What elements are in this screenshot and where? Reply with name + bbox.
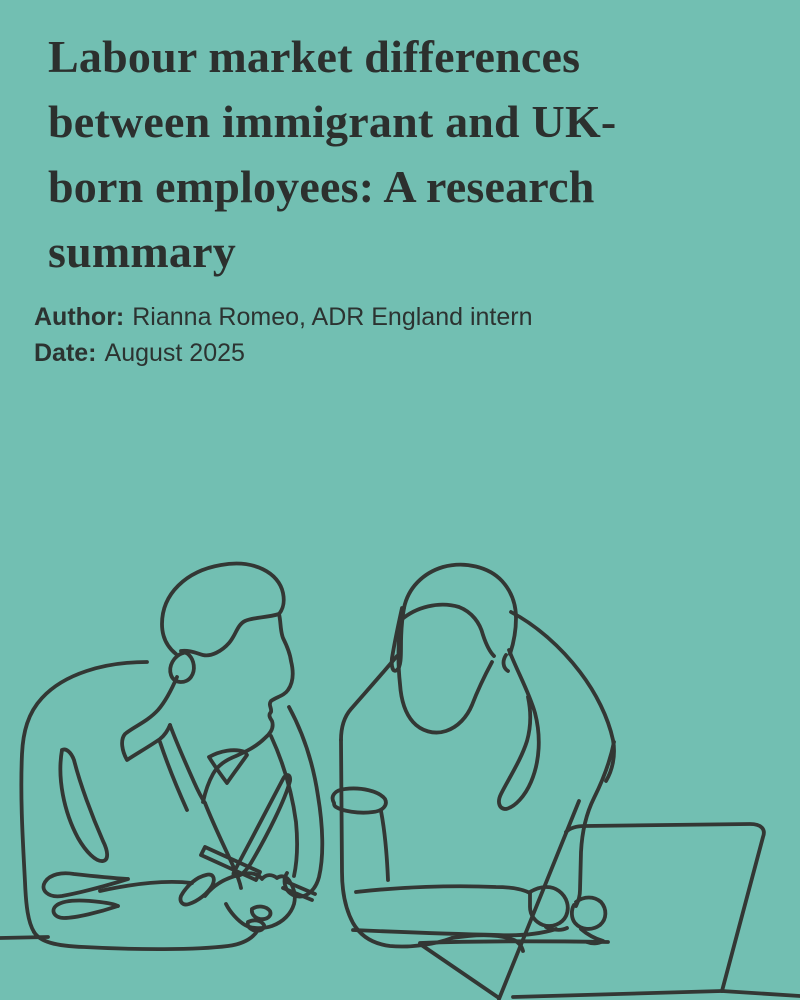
author-line bbox=[34, 299, 532, 335]
man-thumb bbox=[180, 875, 213, 905]
woman-hairline bbox=[401, 605, 494, 656]
date-line bbox=[34, 335, 532, 371]
pen bbox=[233, 775, 290, 876]
man-sleeve-fold-a bbox=[44, 873, 128, 896]
woman-shoulder-left bbox=[341, 656, 397, 740]
man-neck-collar-left bbox=[122, 677, 177, 760]
man-hair-fringe bbox=[181, 614, 279, 655]
man-ear bbox=[170, 653, 194, 682]
woman-upper-forearm bbox=[381, 811, 388, 880]
two-people-line-art-illustration bbox=[0, 550, 800, 1000]
title-line-4: summary bbox=[48, 226, 236, 277]
man-forearm-underside-line bbox=[34, 930, 258, 949]
man-shirt-opening bbox=[170, 725, 205, 803]
man-right-arm-inner bbox=[271, 736, 297, 876]
laptop-base-right-line bbox=[722, 991, 800, 996]
woman-sideburn bbox=[504, 655, 508, 671]
page-title bbox=[48, 24, 616, 284]
author-value: Rianna Romeo, ADR England intern bbox=[132, 303, 533, 331]
laptop-screen-outline bbox=[566, 824, 764, 991]
document-meta bbox=[34, 299, 532, 371]
date-label: Date: bbox=[34, 339, 97, 367]
man-finger-loop-2 bbox=[248, 920, 264, 930]
man-finger-loop-1 bbox=[252, 907, 271, 920]
man-sleeve-fold-b bbox=[53, 900, 118, 918]
author-label: Author: bbox=[34, 303, 125, 331]
title-line-1: Labour market differences bbox=[48, 31, 581, 82]
laptop-screen-bottom-edge bbox=[513, 991, 722, 997]
man-inner-arm-line bbox=[60, 749, 107, 861]
table-edge-line bbox=[0, 937, 48, 938]
date-value: August 2025 bbox=[104, 339, 245, 367]
woman-forearm-top bbox=[356, 886, 530, 893]
woman-right-hand bbox=[572, 898, 606, 929]
woman-face bbox=[399, 626, 493, 733]
woman-ponytail bbox=[499, 650, 539, 809]
title-line-2: between immigrant and UK- bbox=[48, 96, 617, 147]
laptop-base-left-diagonal bbox=[420, 944, 499, 998]
title-line-3: born employees: A research bbox=[48, 161, 595, 212]
laptop-keyboard-edge bbox=[420, 941, 608, 943]
woman-torso-left bbox=[341, 740, 452, 947]
man-right-arm-outer bbox=[285, 707, 323, 896]
